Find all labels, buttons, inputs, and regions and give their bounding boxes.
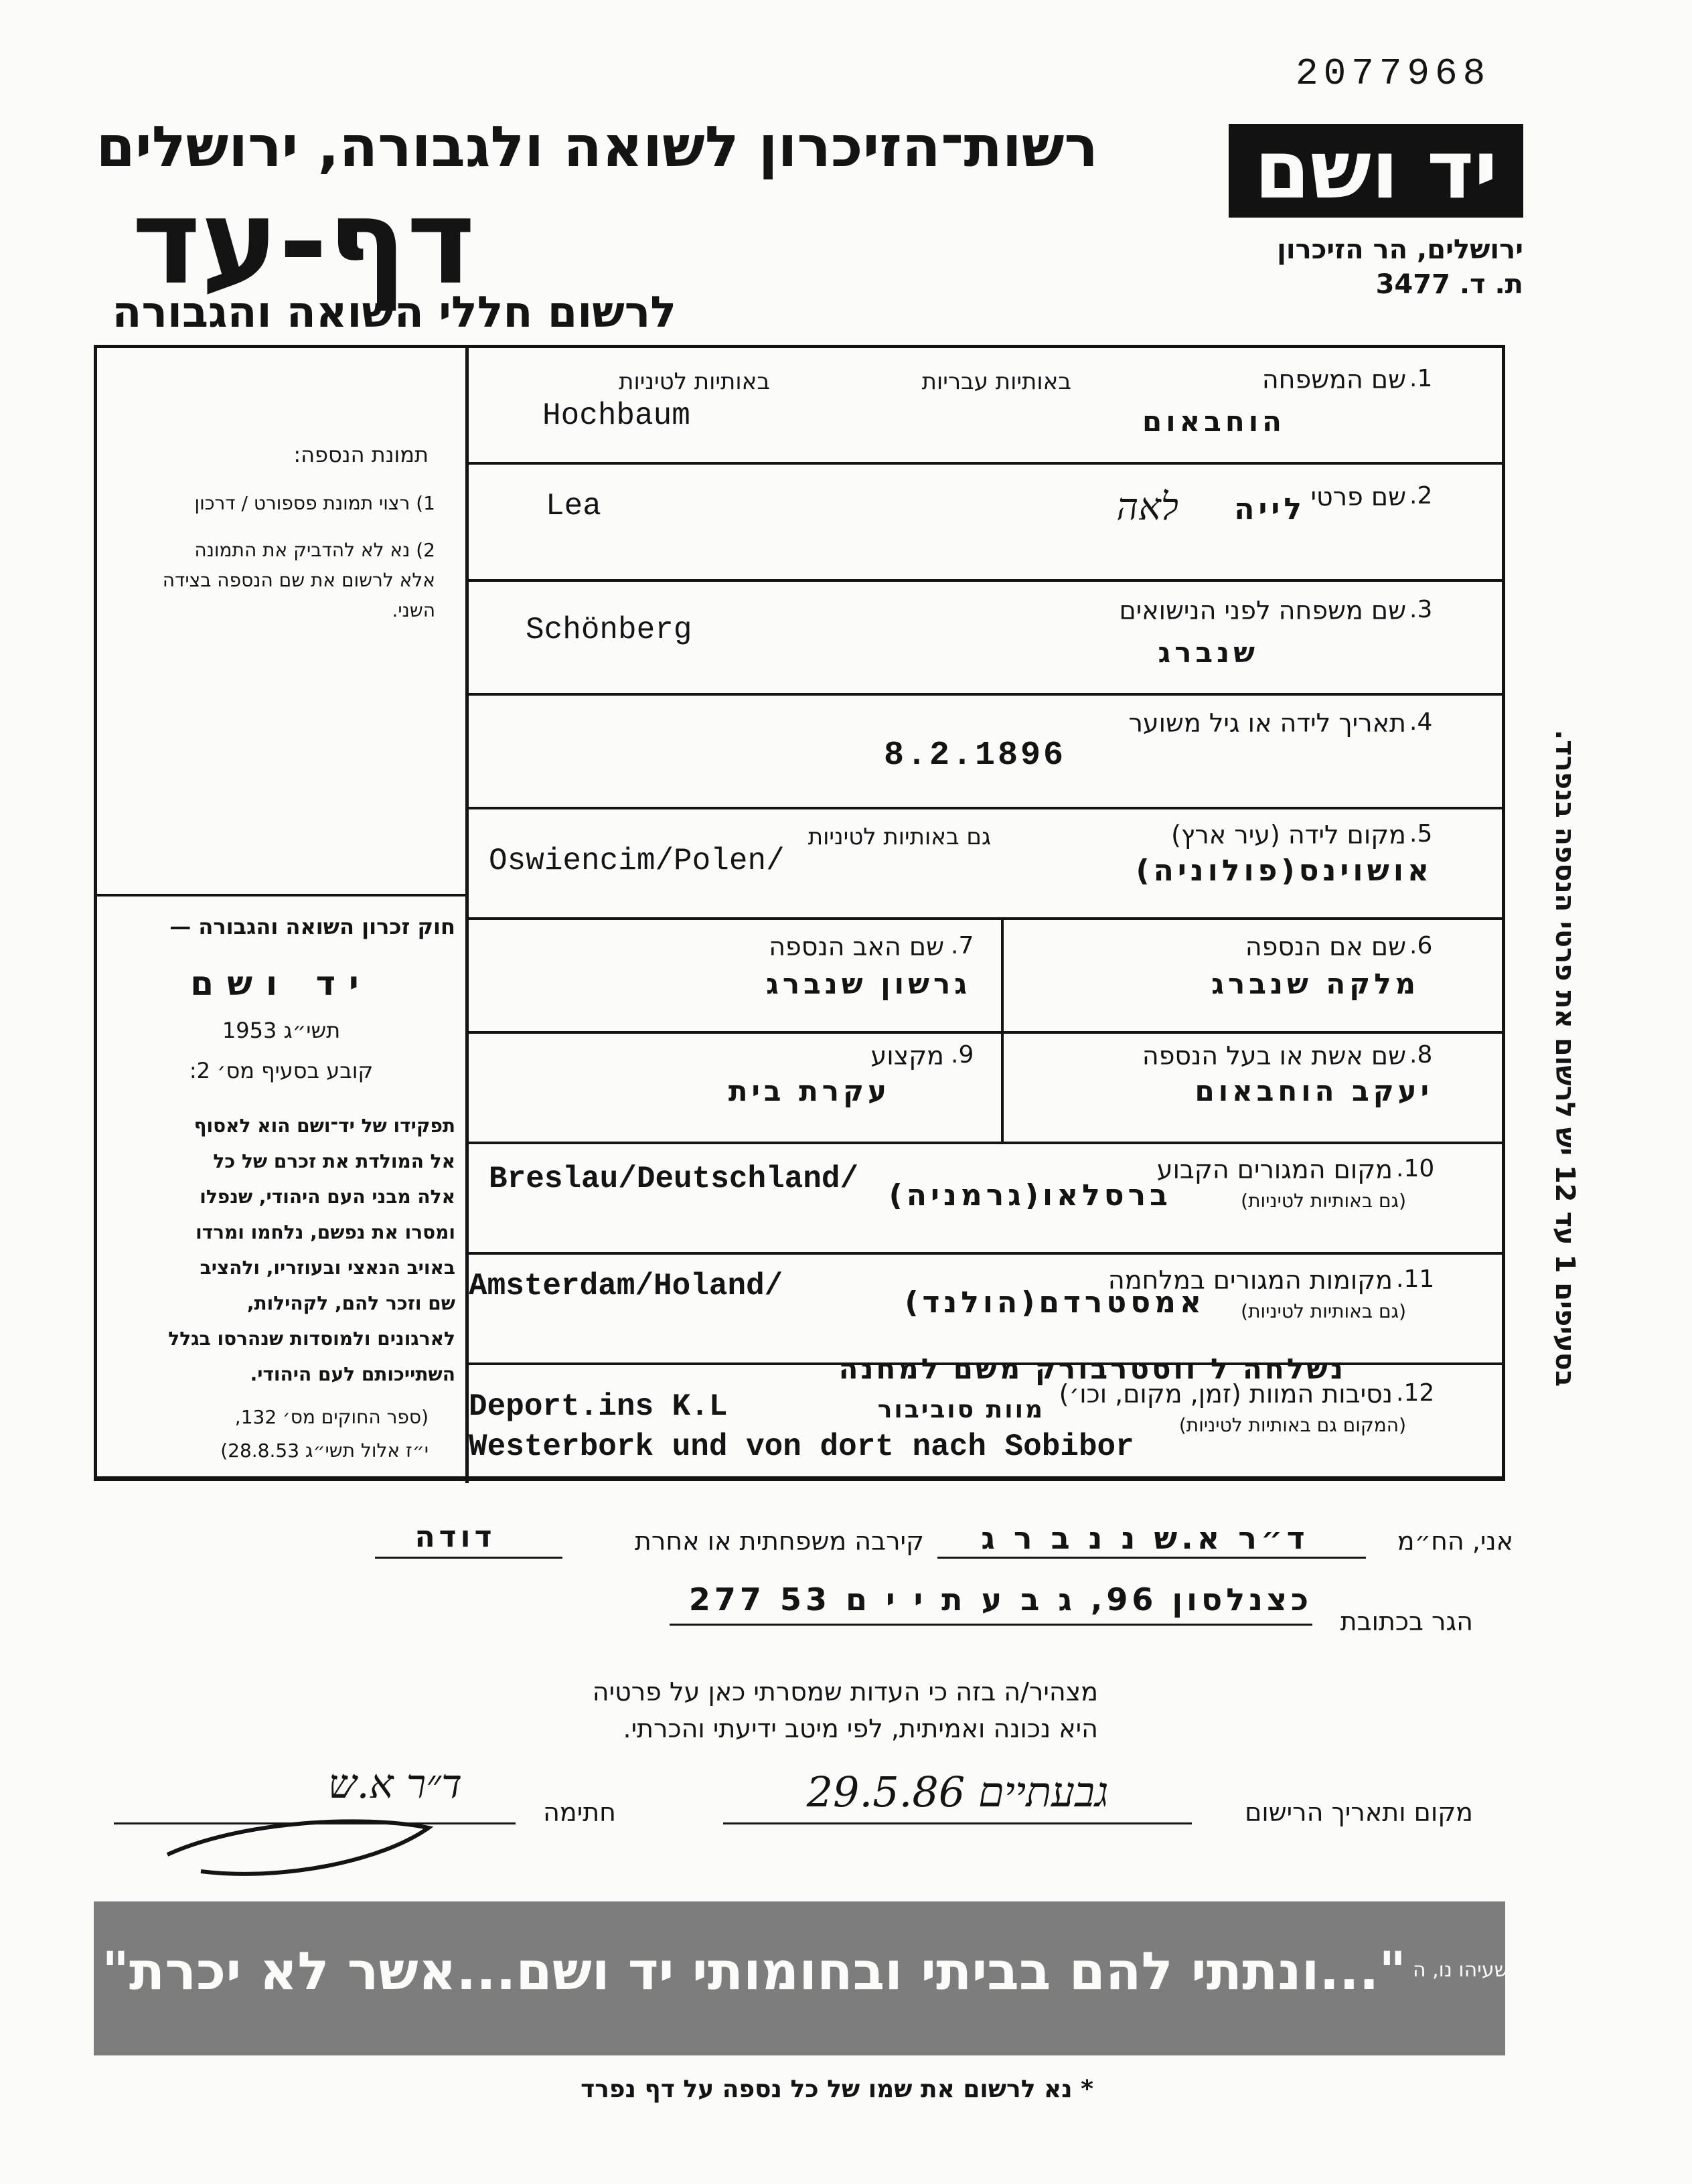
place-date-label: מקום ותאריך הרישום [1245, 1798, 1473, 1827]
logo-pobox: ת. ד. 3477 [1375, 269, 1523, 300]
field-2-handwritten: לאה [1116, 485, 1178, 529]
relation-underline [375, 1557, 562, 1559]
declarant-underline [937, 1557, 1366, 1559]
left-divider [94, 894, 469, 896]
photo-instruction-2: 2) נא לא להדביק את התמונה [194, 539, 435, 561]
relation-label: קירבה משפחתית או אחרת [634, 1527, 924, 1556]
field-2-number: .2 [1409, 482, 1433, 510]
photo-instruction-2c: השני. [392, 599, 435, 621]
field-6-label: שם אם הנספה [1245, 932, 1406, 961]
field-1-hebrew-caption: באותיות עבריות [921, 368, 1071, 395]
field-11-hebrew-value: אמסטרדם(הולנד) [905, 1285, 1205, 1320]
signature-label: חתימה [543, 1798, 616, 1827]
field-11-label: מקומות המגורים במלחמה [1107, 1265, 1393, 1295]
field-3-label: שם משפחה לפני הנישואים [1119, 596, 1406, 625]
row-divider [469, 1142, 1505, 1144]
law-text-line: לארגונים ולמוסדות שנהרסו בגלל [168, 1328, 455, 1350]
field-9-label: מקצוע [870, 1041, 944, 1071]
field-6-number: .6 [1409, 932, 1433, 959]
field-10-label: מקום המגורים הקבוע [1156, 1155, 1393, 1184]
field-12-number: .12 [1396, 1379, 1435, 1407]
field-12-label: נסיבות המוות (זמן, מקום, וכו׳) [1059, 1379, 1393, 1409]
field-3-hebrew-value: שנברג [1158, 636, 1259, 669]
document-number: 2077968 [1296, 52, 1491, 95]
column-divider [465, 345, 469, 1483]
law-text-line: אל המולדת את זכרם של כל [213, 1150, 455, 1172]
footnote: * נא לרשום את שמו של כל נספה על דף נפרד [581, 2076, 1093, 2103]
side-note-text: בסעיפים 1 עד 12 יש לרשום את פרטי הנספה בנפרד. [1549, 730, 1580, 1387]
section-divider [94, 1478, 1505, 1481]
address-underline [670, 1624, 1312, 1626]
row-divider [469, 1252, 1505, 1255]
field-8-value: יעקב הוחבאום [1195, 1075, 1433, 1107]
address-value: כצנלסון 96, ג ב ע ת י י ם 53 277 [688, 1581, 1312, 1618]
field-11-latin-value: Amsterdam/Holand/ [469, 1269, 783, 1304]
field-12-latin-line-2: Westerbork und von dort nach Sobibor [469, 1429, 1134, 1464]
field-4-value: 8.2.1896 [884, 736, 1067, 775]
place-date-value: גבעתיים 29.5.86 [806, 1768, 1109, 1816]
field-9-number: .9 [951, 1041, 974, 1069]
row-divider [469, 807, 1505, 809]
field-2-latin-value: Lea [546, 489, 601, 524]
law-year: תשי״ג 1953 [222, 1018, 341, 1043]
law-text-line: תפקידו של יד־ושם הוא לאסוף [194, 1115, 455, 1137]
row-divider [469, 579, 1505, 582]
law-text-line: השתייכותם לעם היהודי. [250, 1363, 455, 1385]
banner-citation: ישעיהו נו, ה [1413, 1958, 1513, 1982]
row-divider [469, 693, 1505, 696]
column-split [1001, 917, 1004, 1142]
field-10-hebrew-value: ברסלאו(גרמניה) [889, 1178, 1172, 1213]
field-3-latin-value: Schönberg [526, 613, 692, 647]
row-divider [469, 917, 1505, 920]
signature-value: ד״ר א.ש [328, 1761, 462, 1808]
field-2-label: שם פרטי [1310, 482, 1406, 512]
law-text-line: אלה מבני העם היהודי, שנפלו [200, 1186, 455, 1208]
declarant-name: ד״ר א.ש נ נ ב ר ג [981, 1520, 1309, 1556]
field-10-latin-value: Breslau/Deutschland/ [489, 1162, 859, 1196]
field-7-label: שם האב הנספה [769, 932, 944, 961]
law-name: יד ושם [190, 964, 372, 1003]
page-subtitle: לרשום חללי השואה והגבורה [112, 288, 676, 337]
relation-value: דודה [414, 1520, 496, 1554]
law-text-line: באויב הנאצי ובעוזריו, ולהציב [200, 1257, 455, 1279]
law-text-line: ומסרו את נפשם, נלחמו ומרדו [196, 1221, 455, 1243]
field-7-value: גרשון שנברג [766, 967, 971, 1000]
field-5-label: מקום לידה (עיר ארץ) [1171, 820, 1406, 850]
photo-instruction-1: 1) רצוי תמונת פספורט / דרכון [194, 492, 435, 514]
photo-title: תמונת הנספה: [293, 442, 429, 467]
field-1-label: שם המשפחה [1261, 365, 1406, 394]
yad-vashem-logo: יד ושם [1229, 124, 1523, 218]
field-7-number: .7 [951, 932, 974, 959]
photo-instruction-2b: אלא לרשום את שם הנספה בצידה [162, 569, 435, 591]
statement-line-1: מצהיר/ה בזה כי העדות שמסרתי כאן על פרטיה [592, 1677, 1098, 1707]
banner-quote: "...ונתתי להם בביתי ובחומותי יד ושם...אשר לא יכרת" [102, 1942, 1406, 2002]
logo-address: ירושלים, הר הזיכרון [1277, 234, 1523, 265]
row-divider [469, 462, 1505, 465]
field-5-latin-value: Oswiencim/Polen/ [489, 844, 785, 878]
field-5-number: .5 [1409, 820, 1433, 848]
field-12-hebrew-line-1: נשלחה ל ווסטרבורק משם למחנה [838, 1352, 1346, 1385]
field-1-hebrew-value: הוחבאום [1142, 405, 1286, 438]
page-title: דף-עד [131, 175, 475, 311]
field-6-value: מלקה שנברג [1211, 967, 1419, 1000]
law-clause: קובע בסעיף מס׳ 2: [189, 1058, 374, 1083]
side-note [1547, 730, 1587, 1533]
field-5-latin-caption: גם באותיות לטיניות [807, 824, 991, 850]
field-1-latin-caption: באותיות לטיניות [619, 368, 770, 395]
field-8-label: שם אשת או בעל הנספה [1142, 1041, 1406, 1071]
field-3-number: .3 [1409, 596, 1433, 623]
row-divider [469, 1031, 1505, 1034]
law-ref-1: (ספר החוקים מס׳ 132, [234, 1406, 429, 1428]
field-5-hebrew-value: אושוינס(פולוניה) [1136, 854, 1433, 888]
field-1-number: .1 [1409, 365, 1433, 392]
field-11-number: .11 [1396, 1265, 1435, 1293]
law-text-line: שם וזכר להם, לקהילות, [246, 1292, 455, 1314]
law-title: חוק זכרון השואה והגבורה — [169, 914, 455, 939]
field-9-value: עקרת בית [728, 1075, 891, 1107]
field-1-latin-value: Hochbaum [542, 398, 690, 433]
signature-flourish [161, 1808, 442, 1888]
statement-line-2: היא נכונה ואמיתית, לפי מיטב ידיעתי והכרתי. [623, 1714, 1098, 1743]
field-4-number: .4 [1409, 708, 1433, 736]
field-10-number: .10 [1396, 1155, 1435, 1182]
authority-name: רשות־הזיכרון לשואה ולגבורה, ירושלים [96, 114, 1098, 179]
address-label: הגר בכתובת [1340, 1607, 1473, 1636]
field-10-sub: (גם באותיות לטיניות) [1241, 1190, 1406, 1212]
field-11-sub: (גם באותיות לטיניות) [1241, 1300, 1406, 1322]
field-2-hebrew-value: לייה [1234, 492, 1306, 526]
field-12-sub: (המקום גם באותיות לטיניות) [1178, 1414, 1406, 1436]
field-12-latin-line-1: Deport.ins K.L [469, 1389, 728, 1424]
field-12-hebrew-line-2: מוות סוביבור [877, 1396, 1045, 1423]
law-ref-2: י״ז אלול תשי״ג 28.8.53) [220, 1439, 429, 1462]
place-date-underline [723, 1822, 1192, 1824]
field-4-label: תאריך לידה או גיל משוער [1128, 708, 1406, 738]
declarant-label: אני, הח״מ [1397, 1527, 1513, 1556]
field-8-number: .8 [1409, 1041, 1433, 1069]
